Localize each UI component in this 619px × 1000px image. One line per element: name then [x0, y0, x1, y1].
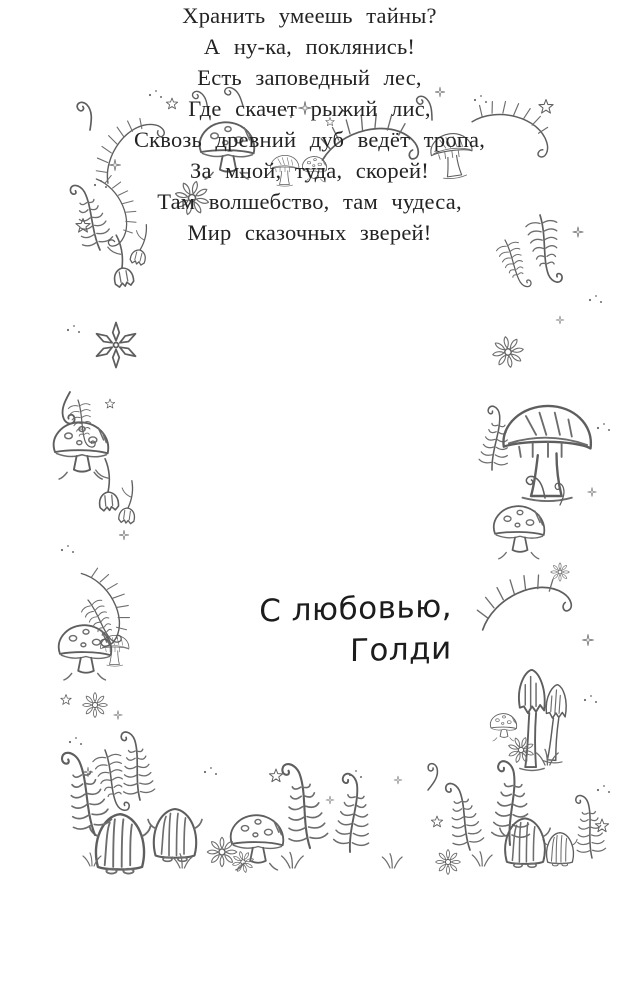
dots-icon: [597, 785, 610, 793]
gnome-icon: [89, 814, 150, 873]
star-flower-icon: [95, 323, 137, 368]
star-icon: [595, 819, 608, 832]
daisy-icon: [436, 850, 461, 875]
dots-icon: [61, 545, 74, 553]
poem-line: Там волшебство, там чудеса,: [157, 189, 462, 214]
poem-line: Где скачет рыжий лис,: [188, 96, 431, 121]
bellflower-icon: [95, 458, 119, 511]
daisy-icon: [490, 334, 526, 370]
tendril-icon: [417, 762, 444, 790]
gnome-icon: [148, 809, 202, 861]
dots-icon: [67, 325, 80, 333]
poem-line: Мир сказочных зверей!: [187, 220, 432, 245]
star-icon: [105, 399, 115, 408]
sparkle-icon: [582, 634, 593, 645]
fern-icon: [81, 563, 137, 648]
bellflower-icon: [117, 480, 139, 525]
fern-icon: [333, 773, 376, 854]
sparkle-icon: [394, 776, 402, 784]
fern-icon: [472, 567, 572, 630]
daisy-icon: [207, 837, 236, 866]
fern-icon: [443, 779, 486, 852]
gnome-icon: [543, 833, 577, 866]
dots-icon: [589, 295, 602, 303]
daisy-icon: [551, 563, 570, 582]
star-icon: [431, 816, 442, 827]
spotted-mushroom-icon: [231, 815, 284, 870]
fern-icon: [478, 405, 515, 472]
fern-icon: [573, 794, 606, 859]
signature-name: Голди: [349, 630, 452, 670]
dots-icon: [597, 423, 610, 431]
poem-line: Есть заповедный лес,: [197, 65, 422, 90]
toadstool-icon: [503, 406, 590, 501]
fern-icon: [279, 760, 330, 851]
poem-line: Хранить умеешь тайны?: [182, 3, 437, 28]
sparkle-icon: [556, 316, 564, 324]
sparkle-icon: [326, 796, 334, 804]
sparkle-icon: [119, 530, 129, 540]
fern-icon: [118, 730, 155, 801]
tendril-icon: [524, 476, 548, 498]
poem-line: Сквозь древний дуб ведёт тропа,: [133, 127, 486, 152]
star-icon: [61, 695, 71, 705]
fern-icon: [58, 747, 114, 839]
poem-line: За мной, туда, скорей!: [190, 158, 429, 183]
sparkle-icon: [588, 488, 597, 497]
grass-icon: [282, 852, 304, 868]
dots-icon: [584, 695, 597, 703]
signature: [259, 585, 453, 674]
daisy-icon: [83, 693, 108, 718]
daisy-icon: [504, 733, 538, 767]
grass-icon: [472, 852, 492, 866]
poem: [0, 0, 619, 248]
grass-icon: [382, 854, 402, 868]
spotted-mushroom-icon: [490, 714, 516, 741]
spotted-mushroom-icon: [54, 422, 109, 479]
dots-icon: [69, 737, 82, 745]
poem-line: А ну-ка, поклянись!: [203, 34, 416, 59]
sparkle-icon: [114, 711, 123, 720]
star-icon: [269, 769, 282, 782]
spotted-mushroom-icon: [494, 506, 545, 559]
dots-icon: [204, 767, 217, 775]
signature-line: С любовью,: [259, 588, 453, 630]
